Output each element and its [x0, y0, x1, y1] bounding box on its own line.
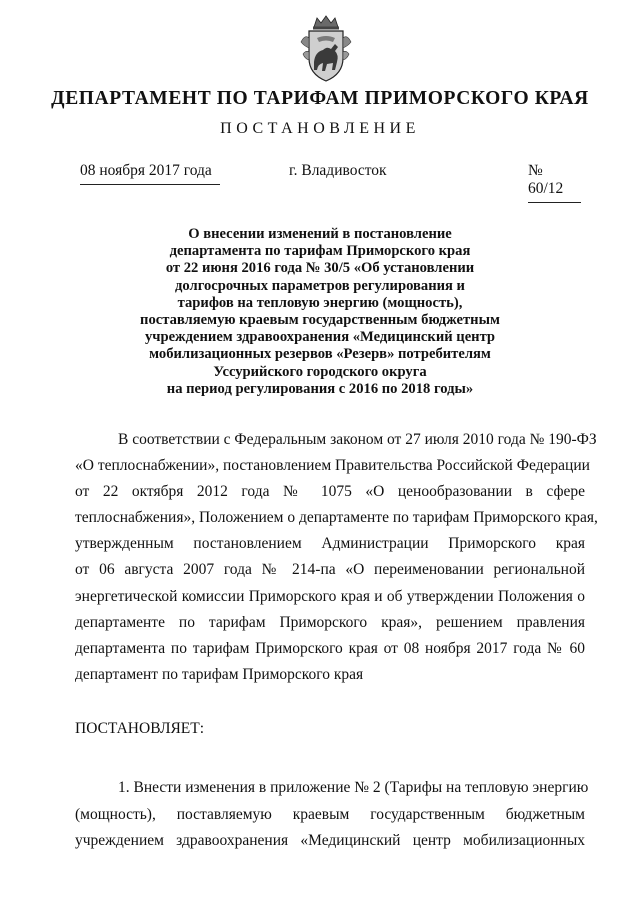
- department-title: ДЕПАРТАМЕНТ ПО ТАРИФАМ ПРИМОРСКОГО КРАЯ: [51, 88, 589, 109]
- paragraph-line: от 06 августа 2007 года № 214-па «О переименовании региональной: [75, 561, 585, 579]
- resolves-heading: ПОСТАНОВЛЯЕТ:: [75, 720, 205, 737]
- paragraph-line: «О теплоснабжении», постановлением Правительства Российской Федерации: [75, 457, 590, 475]
- subject-line: тарифов на тепловую энергию (мощность),: [177, 294, 463, 311]
- paragraph-line: энергетической комиссии Приморского края и об утверждении Положения о: [75, 587, 585, 605]
- paragraph-line: В соответствии с Федеральным законом от 27 июля 2010 года № 190-ФЗ: [118, 431, 597, 448]
- subject-line: департамента по тарифам Приморского края: [169, 243, 471, 260]
- paragraph-line: департамента по тарифам Приморского края от 08 ноября 2017 года № 60: [75, 639, 585, 657]
- resolution-item-1: [75, 775, 589, 855]
- paragraph-line: департаменте по тарифам Приморского края», решением правления: [75, 613, 585, 631]
- paragraph-line: 1. Внести изменения в приложение № 2 (Тарифы на тепловую энергию: [118, 779, 589, 796]
- paragraph-line: теплоснабжения», Положением о департаменте по тарифам Приморского края,: [75, 509, 598, 527]
- paragraph-line: (мощность), поставляемую краевым государственным бюджетным: [75, 805, 585, 823]
- subject-line: долгосрочных параметров регулирования и: [175, 277, 465, 294]
- coat-of-arms-emblem: [297, 14, 355, 84]
- paragraph-line: от 22 октября 2012 года № 1075 «О ценообразовании в сфере: [75, 483, 585, 501]
- preamble-paragraph: [75, 427, 598, 688]
- subject-line: Уссурийского городского округа: [213, 363, 427, 380]
- document-date: 08 ноября 2017 года: [80, 162, 220, 185]
- document-type-heading: ПОСТАНОВЛЕНИЕ: [220, 120, 420, 137]
- document-subject: [120, 226, 520, 398]
- subject-line: на период регулирования с 2016 по 2018 годы»: [166, 380, 474, 397]
- paragraph-line: департамент по тарифам Приморского края: [75, 665, 364, 683]
- subject-line: учреждением здравоохранения «Медицинский центр: [144, 329, 496, 346]
- subject-line: мобилизационных резервов «Резерв» потребителям: [149, 346, 491, 363]
- document-city: г. Владивосток: [289, 162, 387, 179]
- subject-line: от 22 июня 2016 года № 30/5 «Об установлении: [165, 260, 475, 277]
- subject-line: О внесении изменений в постановление: [188, 226, 452, 242]
- document-number: № 60/12: [528, 162, 581, 203]
- paragraph-line: учреждением здравоохранения «Медицинский центр мобилизационных: [75, 832, 585, 849]
- paragraph-line: утвержденным постановлением Администрации Приморского края: [75, 535, 585, 553]
- subject-line: поставляемую краевым государственным бюджетным: [140, 312, 500, 329]
